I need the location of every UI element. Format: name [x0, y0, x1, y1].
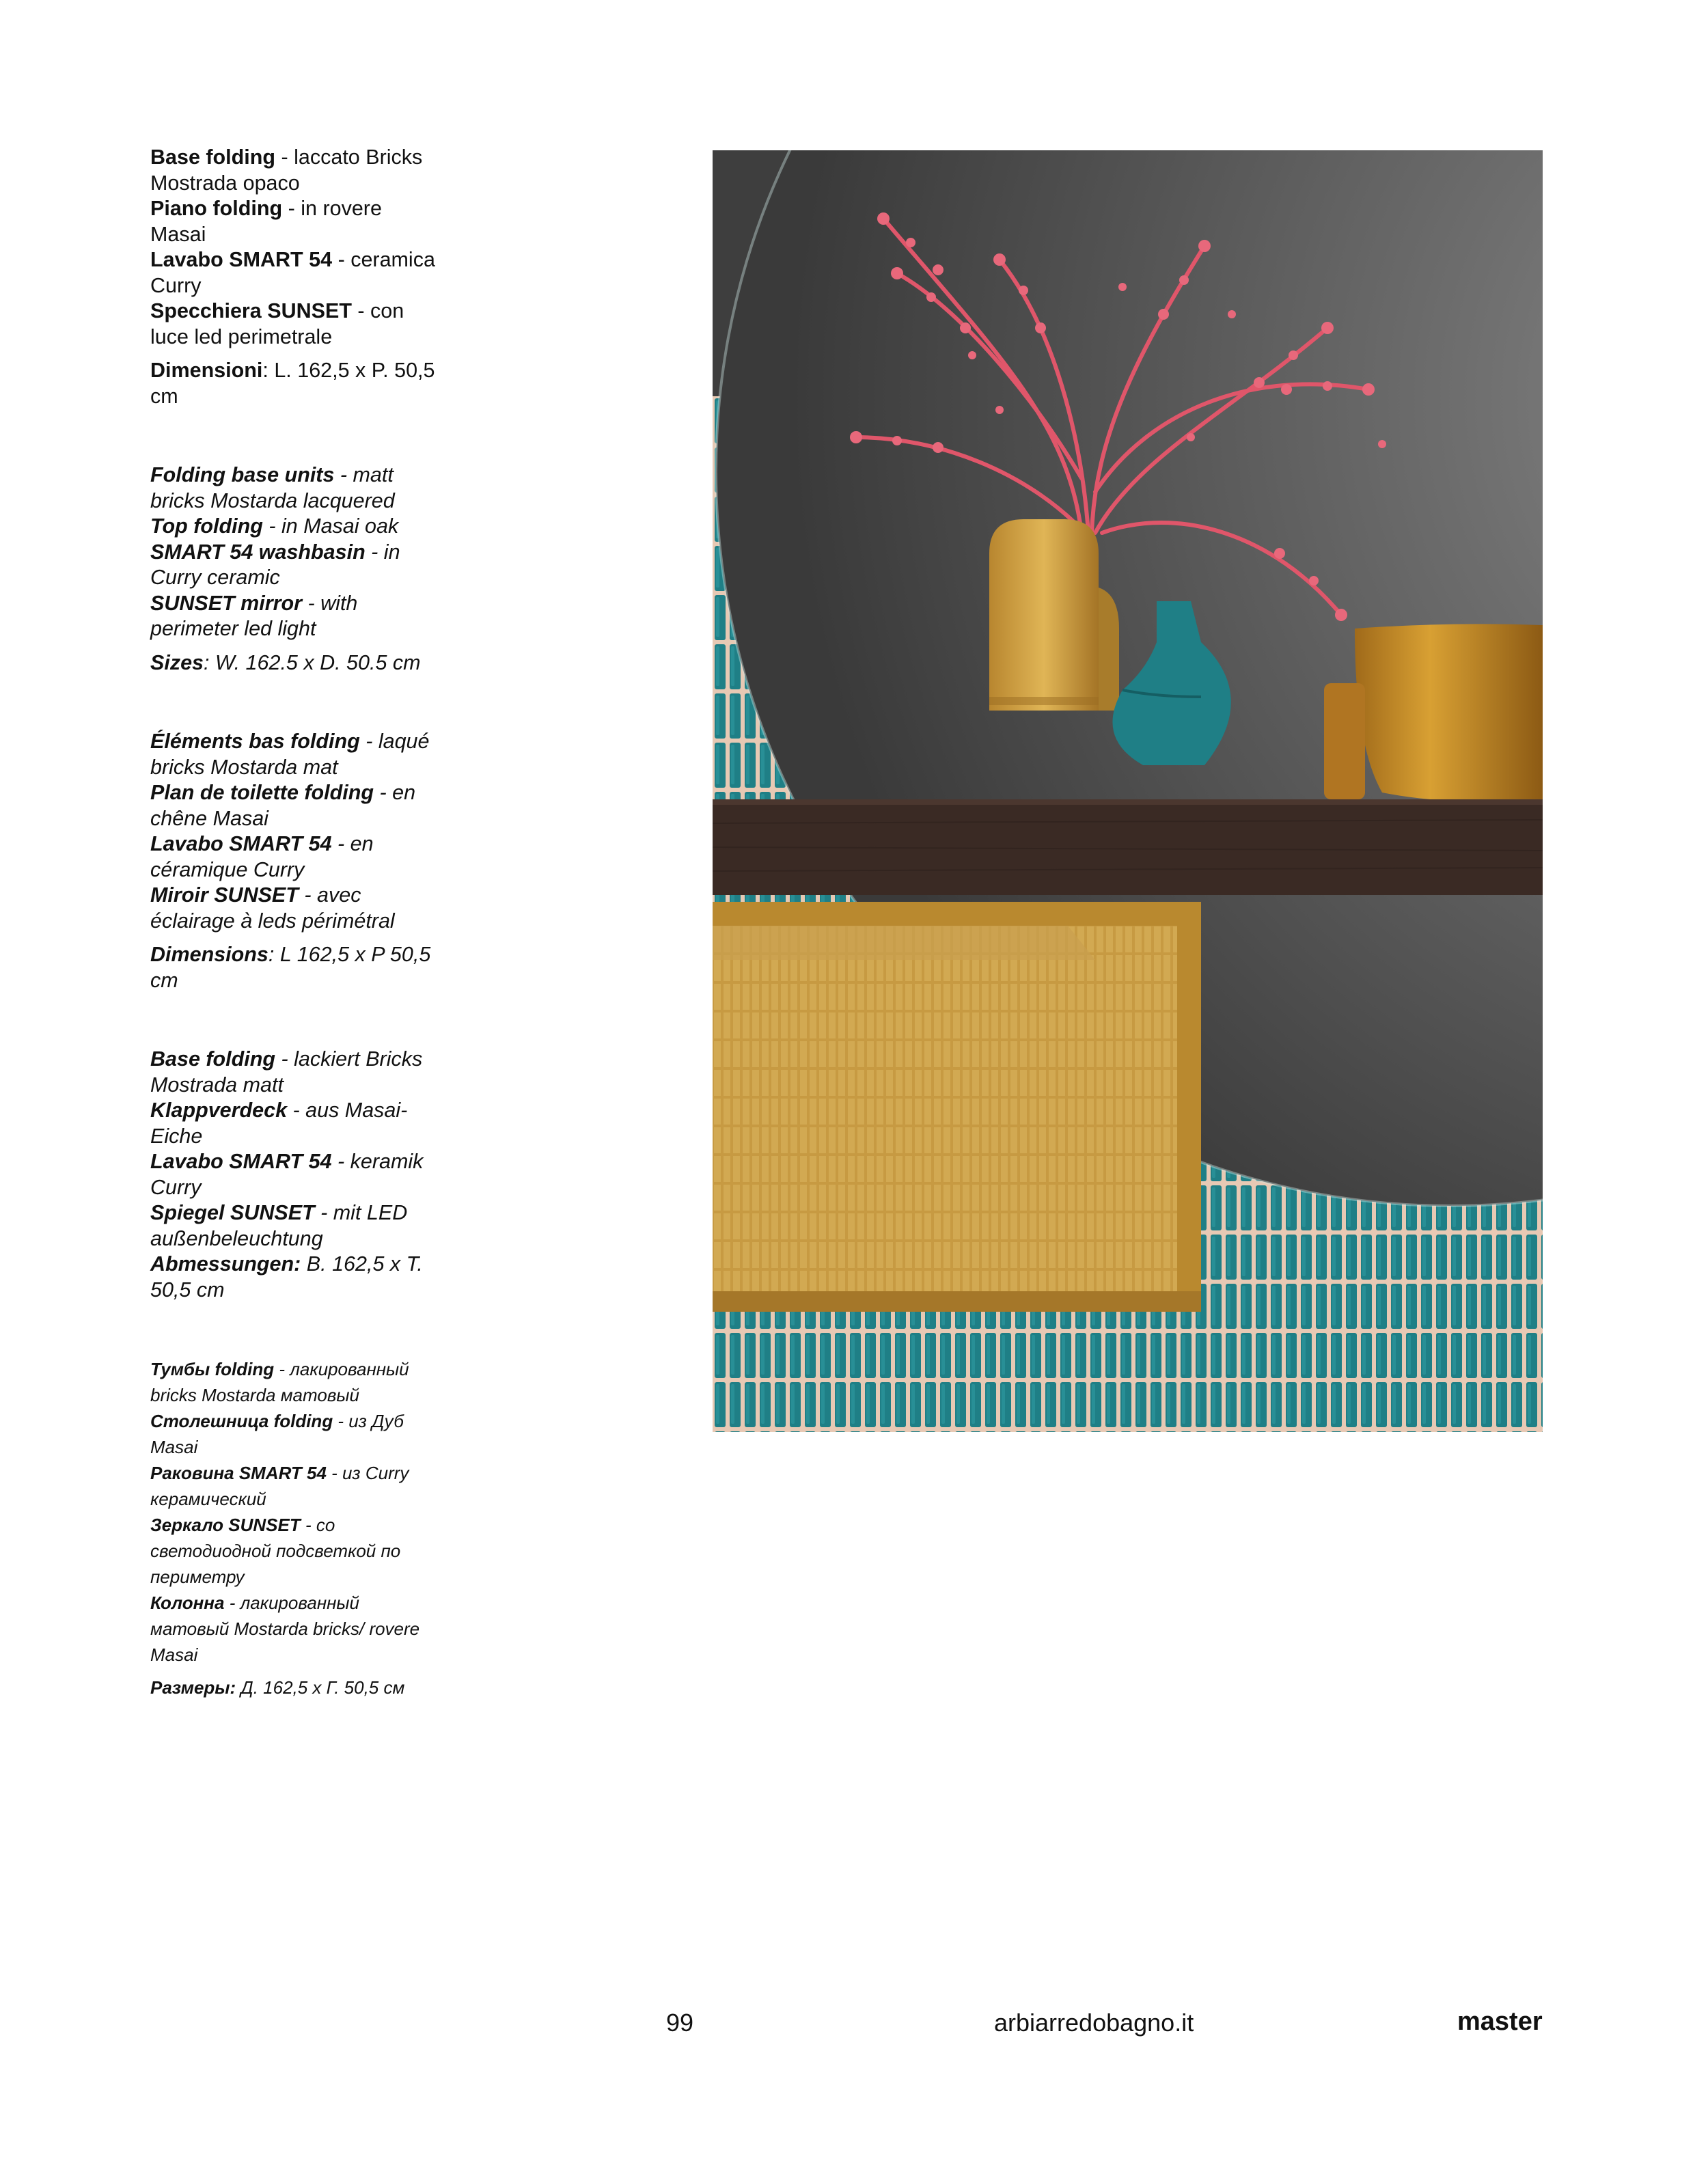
- line-text: - in Curry ceramic: [150, 540, 400, 589]
- line-label: Lavabo SMART 54: [150, 1150, 332, 1173]
- dimensions-line: [150, 942, 437, 993]
- russian-description: [150, 1356, 437, 1700]
- description-line: [150, 780, 437, 831]
- product-description-column: [150, 145, 437, 1700]
- description-line: [150, 1149, 437, 1200]
- description-line: [150, 729, 437, 780]
- description-line: [150, 1200, 437, 1252]
- line-label: Зеркало SUNSET: [150, 1515, 301, 1535]
- description-line: [150, 540, 437, 591]
- line-label: Top folding: [150, 514, 263, 538]
- description-line: [150, 1408, 437, 1460]
- line-label: Folding base units: [150, 463, 335, 486]
- description-line: [150, 299, 437, 350]
- italian-description: [150, 145, 437, 409]
- description-line: [150, 514, 437, 540]
- dimensions-text: : L. 162,5 x P. 50,5 cm: [150, 359, 435, 408]
- line-label: Lavabo SMART 54: [150, 832, 332, 855]
- line-text: - in Masai oak: [262, 514, 399, 538]
- line-text: - avec éclairage à leds périmétral: [150, 883, 395, 933]
- line-label: Lavabo SMART 54: [150, 248, 333, 271]
- description-line: [150, 591, 437, 642]
- dimensions-text: : L 162,5 x P 50,5 cm: [150, 943, 431, 992]
- description-line: [150, 1512, 437, 1590]
- description-line: [150, 1460, 437, 1512]
- line-text: - en céramique Curry: [150, 832, 374, 881]
- description-line: [150, 1047, 437, 1098]
- line-label: Miroir SUNSET: [150, 883, 299, 907]
- line-label: Столешница folding: [150, 1411, 333, 1431]
- line-text: - en chêne Masai: [150, 781, 416, 830]
- dimensions-label: Abmessungen:: [150, 1252, 301, 1276]
- line-label: Раковина SMART 54: [150, 1463, 327, 1483]
- dimensions-text: : W. 162.5 x D. 50.5 cm: [204, 650, 421, 674]
- line-text: - лакированный bricks Mostarda матовый: [150, 1359, 409, 1405]
- dimensions-line: [150, 650, 437, 676]
- english-description: [150, 463, 437, 676]
- product-photo: [713, 150, 1543, 1432]
- line-label: Specchiera SUNSET: [150, 299, 352, 322]
- line-label: Klappverdeck: [150, 1099, 288, 1122]
- line-label: SMART 54 washbasin: [150, 540, 366, 564]
- description-line: [150, 463, 437, 514]
- description-line: [150, 831, 437, 883]
- line-label: Plan de toilette folding: [150, 781, 374, 804]
- line-label: Тумбы folding: [150, 1359, 275, 1379]
- collection-name: master: [1457, 2007, 1543, 2036]
- line-label: Колонна: [150, 1593, 225, 1613]
- line-text: - mit LED außenbeleuchtung: [150, 1201, 408, 1250]
- line-text: - keramik Curry: [150, 1150, 424, 1199]
- line-text: - ceramica Curry: [150, 248, 435, 297]
- dimensions-line: [150, 1675, 437, 1700]
- line-label: Base folding: [150, 146, 276, 169]
- line-text: - matt bricks Mostarda lacquered: [150, 463, 395, 512]
- line-label: Base folding: [150, 1047, 276, 1071]
- description-line: [150, 1356, 437, 1408]
- dimensions-line: [150, 1252, 437, 1303]
- description-line: [150, 1098, 437, 1149]
- french-description: [150, 729, 437, 993]
- line-label: Éléments bas folding: [150, 730, 360, 753]
- line-text: - лакированный матовый Mostarda bricks/ rovere Masai: [150, 1593, 420, 1665]
- description-line: [150, 145, 437, 196]
- website-link[interactable]: arbiarredobagno.it: [994, 2009, 1194, 2037]
- dimensions-label: Dimensions: [150, 943, 268, 966]
- line-text: - из Дуб Masai: [150, 1411, 404, 1457]
- line-label: Spiegel SUNSET: [150, 1201, 315, 1224]
- dimensions-text: Д. 162,5 х Г. 50,5 см: [236, 1677, 405, 1698]
- page-number: 99: [666, 2009, 694, 2037]
- german-description: [150, 1047, 437, 1303]
- description-line: [150, 247, 437, 299]
- dimensions-label: Размеры:: [150, 1677, 236, 1698]
- line-text: - из Curry керамический: [150, 1463, 409, 1509]
- line-text: - laqué bricks Mostarda mat: [150, 730, 430, 779]
- line-text: - in rovere Masai: [150, 197, 382, 246]
- line-text: - laccato Bricks Mostrada opaco: [150, 146, 423, 195]
- line-label: SUNSET mirror: [150, 591, 303, 615]
- dimensions-text: B. 162,5 x T. 50,5 cm: [150, 1252, 423, 1301]
- line-label: Piano folding: [150, 197, 283, 220]
- line-text: - con luce led perimetrale: [150, 299, 404, 348]
- dimensions-line: [150, 358, 437, 409]
- description-line: [150, 883, 437, 934]
- line-text: - со светодиодной подсветкой по периметру: [150, 1515, 401, 1587]
- line-text: - aus Masai-Eiche: [150, 1099, 408, 1148]
- line-text: - lackiert Bricks Mostrada matt: [150, 1047, 423, 1097]
- dimensions-label: Dimensioni: [150, 359, 263, 382]
- dimensions-label: Sizes: [150, 650, 204, 674]
- description-line: [150, 196, 437, 247]
- description-line: [150, 1590, 437, 1668]
- line-text: - with perimeter led light: [150, 591, 358, 640]
